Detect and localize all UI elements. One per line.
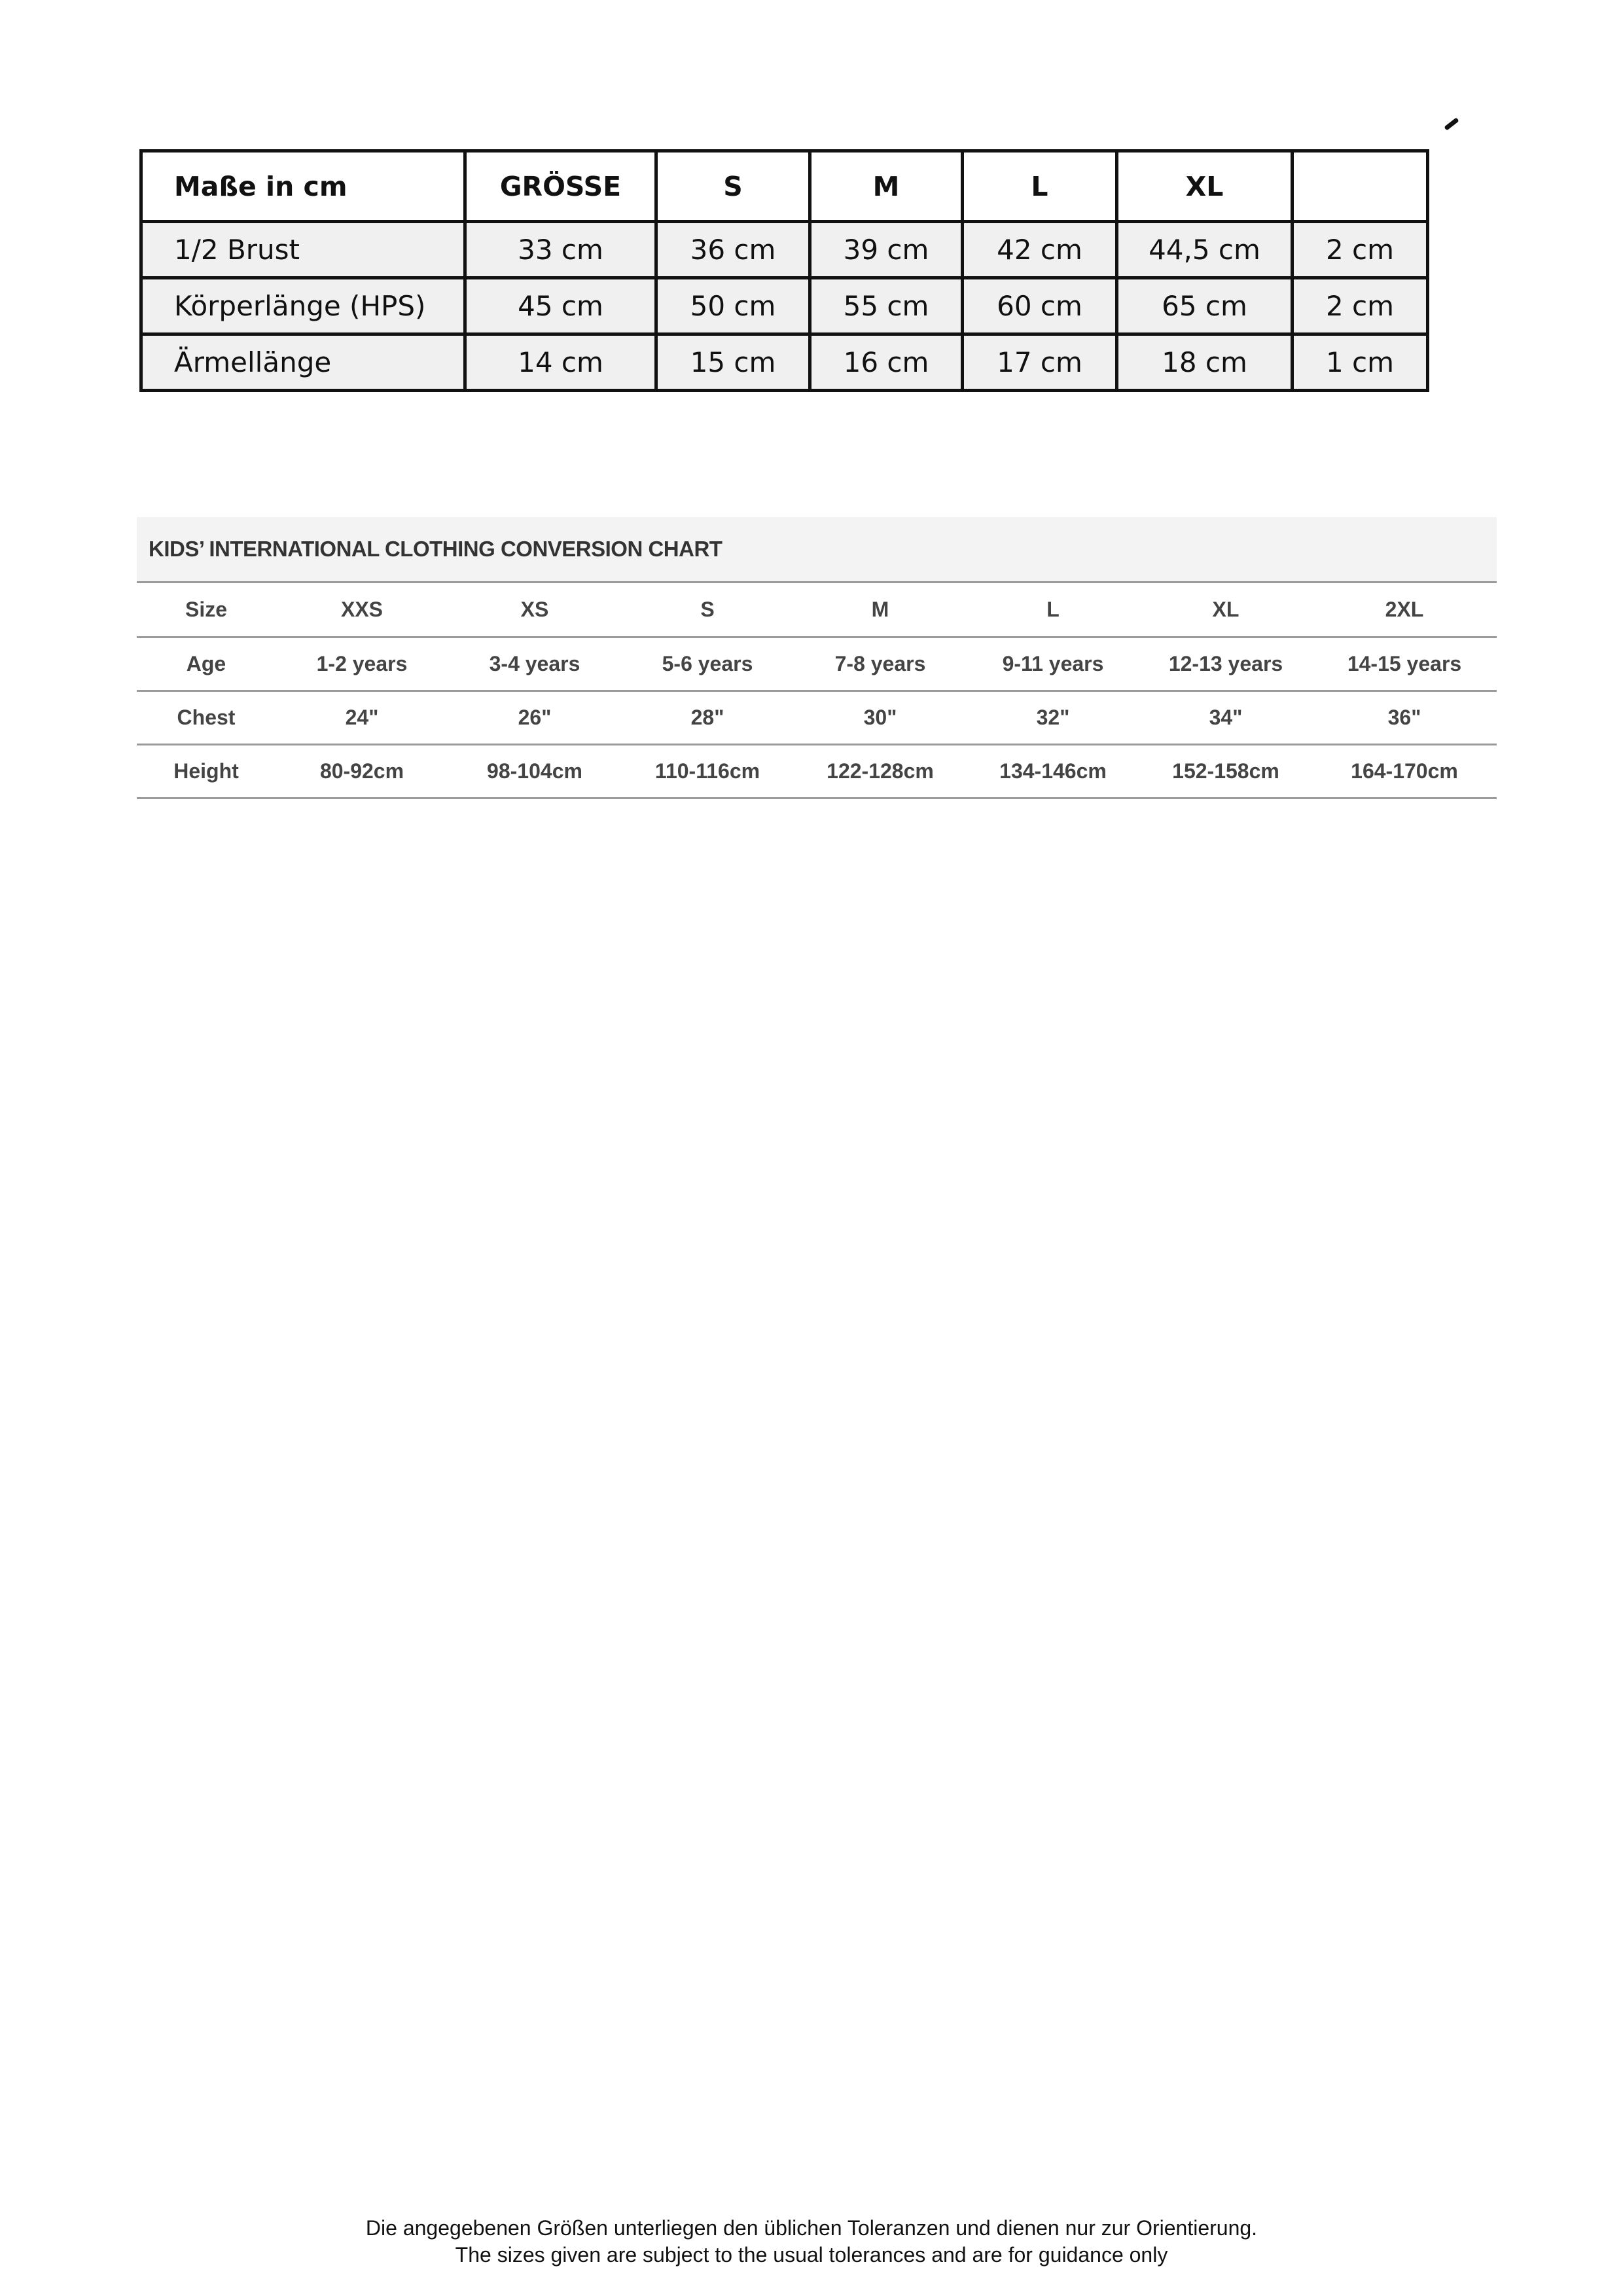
table-cell: 7-8 years (794, 637, 967, 691)
table-cell: 3-4 years (448, 637, 621, 691)
table-cell: 39 cm (810, 222, 963, 278)
footer-line-english: The sizes given are subject to the usual tolerances and are for guidance only (455, 2243, 1168, 2267)
table-cell: 98-104cm (448, 745, 621, 798)
header-cell: Maße in cm (141, 151, 465, 222)
table-cell: 134-146cm (967, 745, 1139, 798)
pen-mark (1444, 117, 1459, 130)
table-cell: 50 cm (656, 278, 810, 334)
table-cell: 16 cm (810, 334, 963, 391)
kids-table (137, 581, 1497, 799)
size-table (139, 149, 1429, 392)
row-label: Körperlänge (HPS) (141, 278, 465, 334)
table-cell: 1-2 years (276, 637, 448, 691)
table-cell: 65 cm (1117, 278, 1293, 334)
kids-conversion-chart (137, 517, 1497, 799)
table-cell: 2XL (1312, 583, 1497, 637)
table-cell: 110-116cm (621, 745, 794, 798)
row-label: 1/2 Brust (141, 222, 465, 278)
kids-row-age (137, 637, 1497, 691)
table-cell: L (967, 583, 1139, 637)
row-label: Age (137, 637, 276, 691)
table-cell: 24" (276, 691, 448, 745)
table-cell: 26" (448, 691, 621, 745)
table-cell: M (794, 583, 967, 637)
table-cell: 152-158cm (1139, 745, 1312, 798)
table-cell: 2 cm (1293, 222, 1428, 278)
kids-row-size (137, 583, 1497, 637)
header-cell (1293, 151, 1428, 222)
table-cell: 60 cm (963, 278, 1117, 334)
table-cell: 36" (1312, 691, 1497, 745)
table-cell: 18 cm (1117, 334, 1293, 391)
kids-row-chest (137, 691, 1497, 745)
table-cell: 34" (1139, 691, 1312, 745)
row-label: Size (137, 583, 276, 637)
kids-chart-title: KIDS’ INTERNATIONAL CLOTHING CONVERSION CHART (137, 517, 1497, 581)
row-label: Height (137, 745, 276, 798)
row-label: Ärmellänge (141, 334, 465, 391)
table-cell: 14 cm (465, 334, 656, 391)
table-cell: 33 cm (465, 222, 656, 278)
table-cell: 42 cm (963, 222, 1117, 278)
size-table-row (141, 278, 1428, 334)
footer-disclaimer (0, 2215, 1623, 2269)
size-table-row (141, 222, 1428, 278)
row-label: Chest (137, 691, 276, 745)
footer-line-german: Die angegebenen Größen unterliegen den üblichen Toleranzen und dienen nur zur Orientierung. (365, 2216, 1258, 2240)
table-cell: 14-15 years (1312, 637, 1497, 691)
table-cell: 12-13 years (1139, 637, 1312, 691)
table-cell: XS (448, 583, 621, 637)
header-cell: XL (1117, 151, 1293, 222)
kids-row-height (137, 745, 1497, 798)
table-cell: 164-170cm (1312, 745, 1497, 798)
table-cell: 28" (621, 691, 794, 745)
table-cell: 5-6 years (621, 637, 794, 691)
table-cell: 1 cm (1293, 334, 1428, 391)
table-cell: 122-128cm (794, 745, 967, 798)
size-table-row (141, 334, 1428, 391)
table-cell: 2 cm (1293, 278, 1428, 334)
table-cell: 30" (794, 691, 967, 745)
table-cell: 45 cm (465, 278, 656, 334)
header-cell: S (656, 151, 810, 222)
table-cell: 9-11 years (967, 637, 1139, 691)
header-cell: M (810, 151, 963, 222)
table-cell: 15 cm (656, 334, 810, 391)
table-cell: 36 cm (656, 222, 810, 278)
table-cell: 17 cm (963, 334, 1117, 391)
table-cell: 55 cm (810, 278, 963, 334)
table-cell: 44,5 cm (1117, 222, 1293, 278)
size-table-header-row (141, 151, 1428, 222)
table-cell: XXS (276, 583, 448, 637)
table-cell: S (621, 583, 794, 637)
table-cell: 80-92cm (276, 745, 448, 798)
table-cell: 32" (967, 691, 1139, 745)
table-cell: XL (1139, 583, 1312, 637)
header-cell: L (963, 151, 1117, 222)
header-cell: GRÖSSE (465, 151, 656, 222)
